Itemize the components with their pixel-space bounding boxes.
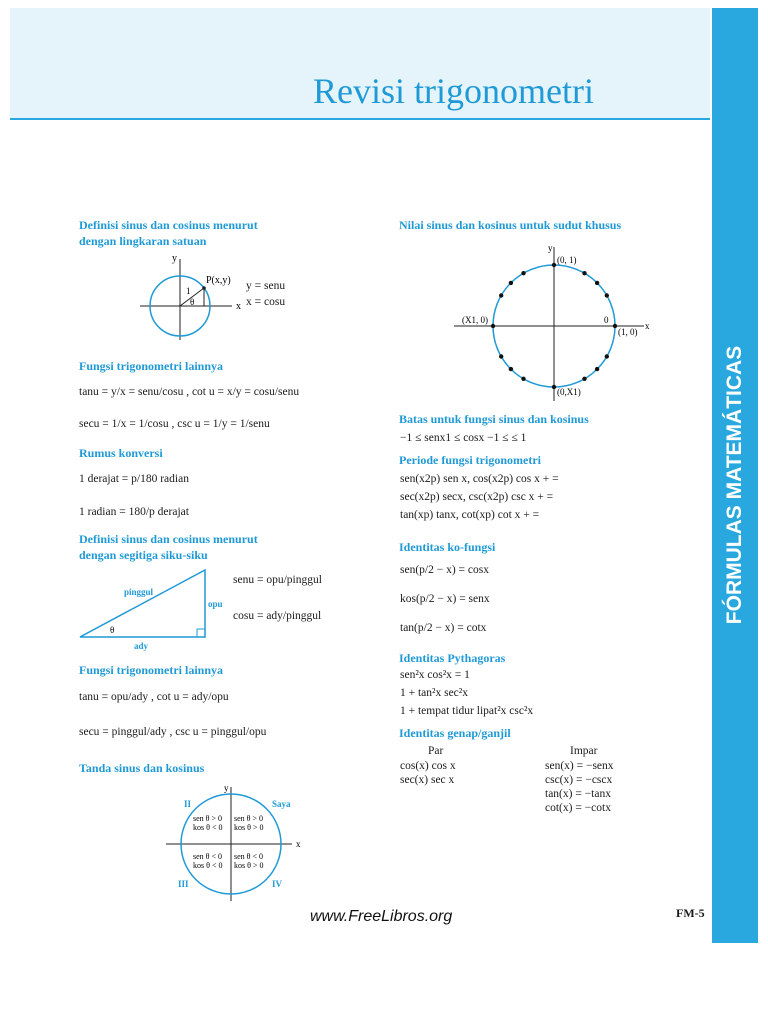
special-angle-dot <box>605 354 609 358</box>
q1-sin: sen θ > 0 <box>234 814 264 823</box>
special-angle-dot <box>552 385 556 389</box>
periods-line-1: sen(x2p) sen x, cos(x2p) cos x + = <box>400 473 559 485</box>
signs-heading: Tanda sinus dan kosinus <box>79 761 205 775</box>
signs-x-label: x <box>296 839 301 849</box>
quadrant-4-label: IV <box>272 879 283 889</box>
special-angle-dot <box>613 324 617 328</box>
cofunction-heading: Identitas ko-fungsi <box>399 540 496 554</box>
pythagoras-heading: Identitas Pythagoras <box>399 651 506 665</box>
special-angle-dot <box>521 271 525 275</box>
pythagoras-line-2: 1 + tan²x sec²x <box>400 687 468 699</box>
footer-url[interactable]: www.FreeLibros.org <box>310 908 453 925</box>
cofunction-line-1: sen(p/2 − x) = cosx <box>400 564 489 576</box>
quadrant-1-label: Saya <box>272 799 291 809</box>
other-funcs-heading-1: Fungsi trigonometri lainnya <box>79 359 224 373</box>
sidebar-label <box>712 340 758 630</box>
quadrant-3-label: III <box>178 879 189 889</box>
point-p <box>202 286 206 290</box>
pythagoras-line-1: sen²x cos²x = 1 <box>400 669 470 681</box>
triangle-eq-2: cosu = ady/pinggul <box>233 610 322 622</box>
right-triangle <box>80 570 205 637</box>
even-line-2: sec(x) sec x <box>400 774 455 786</box>
special-angles-figure <box>452 245 652 405</box>
special-angle-dot <box>552 263 556 267</box>
other-funcs2-line-2: secu = pinggul/ady , csc u = pinggul/opu <box>79 726 267 738</box>
right-angle-mark <box>197 629 205 637</box>
other-funcs-heading-2: Fungsi trigonometri lainnya <box>79 663 224 677</box>
other-funcs-line-2: secu = 1/x = 1/cosu , csc u = 1/y = 1/senu <box>79 418 270 430</box>
q4-sin: sen θ < 0 <box>234 852 264 861</box>
special-angle-dot <box>491 324 495 328</box>
special-angle-dot <box>582 271 586 275</box>
opp-label: opu <box>208 599 223 609</box>
unit-circle-heading-2: dengan lingkaran satuan <box>79 234 207 248</box>
odd-line-4: cot(x) = −cotx <box>545 802 611 814</box>
q1-cos: kos θ > 0 <box>234 823 264 832</box>
odd-line-2: csc(x) = −cscx <box>545 774 613 786</box>
sidebar-label-text: FÓRMULAS MATEMÁTICAS <box>723 345 747 625</box>
special-zero-label: 0 <box>604 315 609 325</box>
point-p-label: P(x,y) <box>206 275 231 286</box>
triangle-eq-1: senu = opu/pinggul <box>233 574 322 586</box>
special-right-label: (1, 0) <box>618 327 638 337</box>
special-left-label: (X1, 0) <box>462 315 488 325</box>
periods-line-3: tan(xp) tanx, cot(xp) cot x + = <box>400 509 540 521</box>
cofunction-line-3: tan(p/2 − x) = cotx <box>400 622 487 634</box>
signs-figure <box>164 783 304 903</box>
unit-circle-y-label: y <box>172 253 177 264</box>
unit-circle-figure <box>132 255 252 345</box>
special-heading: Nilai sinus dan kosinus untuk sudut khusus <box>399 218 622 232</box>
special-angle-dot <box>582 377 586 381</box>
special-angle-dot <box>499 293 503 297</box>
triangle-heading-1: Definisi sinus dan cosinus menurut <box>79 532 258 546</box>
special-angle-dot <box>595 281 599 285</box>
adj-label: ady <box>134 641 149 651</box>
hyp-label: pinggul <box>124 587 154 597</box>
special-top-label: (0, 1) <box>557 255 577 265</box>
q3-sin: sen θ < 0 <box>193 852 223 861</box>
pythagoras-line-3: 1 + tempat tidur lipat²x csc²x <box>400 705 534 717</box>
special-angle-dot <box>595 367 599 371</box>
special-angle-dot <box>605 293 609 297</box>
q3-cos: kos θ < 0 <box>193 861 223 870</box>
page-number: FM-5 <box>676 906 705 920</box>
unit-circle-eq-1: y = senu <box>246 280 286 292</box>
even-title: Par <box>428 745 444 757</box>
conversion-heading: Rumus konversi <box>79 446 163 460</box>
unit-circle-heading-1: Definisi sinus dan cosinus menurut <box>79 218 258 232</box>
quadrant-2-label: II <box>184 799 192 809</box>
unit-circle-x-label: x <box>236 301 241 312</box>
odd-title: Impar <box>570 745 598 757</box>
unit-circle-eq-2: x = cosu <box>246 296 286 308</box>
other-funcs2-line-1: tanu = opu/ady , cot u = ady/opu <box>79 691 229 703</box>
special-angle-dot <box>521 377 525 381</box>
radius-label: 1 <box>186 286 191 296</box>
bounds-heading: Batas untuk fungsi sinus dan kosinus <box>399 412 589 426</box>
periods-line-2: sec(x2p) secx, csc(x2p) csc x + = <box>400 491 554 503</box>
special-bottom-label: (0,X1) <box>557 387 581 397</box>
angle-label: θ <box>190 297 195 307</box>
odd-line-3: tan(x) = −tanx <box>545 788 611 800</box>
page-title: Revisi trigonometri <box>313 71 594 111</box>
special-angle-dot <box>509 281 513 285</box>
even-line-1: cos(x) cos x <box>400 760 456 772</box>
conversion-line-1: 1 derajat = p/180 radian <box>79 473 189 485</box>
special-angle-dot <box>499 354 503 358</box>
special-angle-dot <box>509 367 513 371</box>
special-y-label: y <box>548 243 553 253</box>
bounds-line: −1 ≤ senx1 ≤ cosx −1 ≤ ≤ 1 <box>400 432 527 444</box>
right-triangle-figure <box>78 565 228 655</box>
signs-y-label: y <box>224 783 229 793</box>
other-funcs-line-1: tanu = y/x = senu/cosu , cot u = x/y = cosu/senu <box>79 386 300 398</box>
special-x-label: x <box>645 321 650 331</box>
q2-cos: kos θ < 0 <box>193 823 223 832</box>
q2-sin: sen θ > 0 <box>193 814 223 823</box>
periods-heading: Periode fungsi trigonometri <box>399 453 541 467</box>
q4-cos: kos θ > 0 <box>234 861 264 870</box>
odd-line-1: sen(x) = −senx <box>545 760 614 772</box>
cofunction-line-2: kos(p/2 − x) = senx <box>400 593 490 605</box>
conversion-line-2: 1 radian = 180/p derajat <box>79 506 189 518</box>
triangle-angle-label: θ <box>110 625 115 635</box>
triangle-heading-2: dengan segitiga siku-siku <box>79 548 208 562</box>
evenodd-heading: Identitas genap/ganjil <box>399 726 511 740</box>
